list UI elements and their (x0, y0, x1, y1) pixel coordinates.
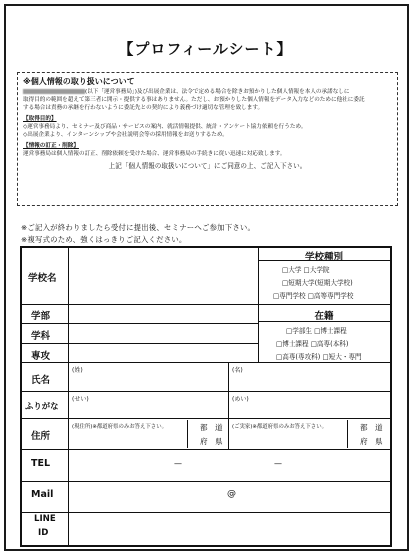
surname-kana-hint: (せい) (72, 396, 89, 403)
school-name-field[interactable] (70, 250, 256, 302)
redacted-organizer-name (23, 89, 85, 94)
enrollment-options-1[interactable]: □学部生 □博士課程 (286, 327, 347, 335)
surname-field[interactable] (70, 364, 226, 390)
school-type-options-1[interactable]: □大学 □大学院 (282, 266, 330, 274)
mail-label: Mail (31, 489, 54, 500)
tel-label: TEL (31, 458, 51, 469)
current-address-hint: (現住所)※都道府県のみお答え下さい。 (72, 424, 167, 430)
pref-ken-1: 県 (215, 437, 223, 446)
given-kana-field[interactable] (230, 393, 388, 417)
faculty-label: 学部 (31, 311, 51, 322)
page-title: 【プロフィールシート】 (118, 40, 293, 58)
line-id-label-1: LINE (34, 514, 56, 524)
enrollment-label: 在籍 (314, 311, 334, 322)
profile-form (20, 246, 392, 547)
mail-at-sign: @ (227, 489, 236, 499)
given-name-hint: (名) (232, 367, 243, 374)
current-prefecture-field[interactable] (70, 430, 186, 448)
school-type-label: 学校種別 (304, 252, 343, 263)
purpose-heading: 【取得目的】 (23, 116, 57, 122)
privacy-notice-paragraph (23, 88, 392, 112)
tel-separator-2: — (274, 459, 282, 468)
surname-kana-field[interactable] (70, 393, 226, 417)
major-label: 専攻 (31, 351, 51, 362)
major-field[interactable] (70, 345, 256, 361)
tel-field[interactable] (70, 451, 388, 479)
pref-fu-1: 府 (200, 437, 208, 446)
school-name-label: 学校名 (28, 273, 57, 284)
given-kana-hint: (めい) (232, 396, 249, 403)
instruction-submit: ※ご記入が終わりましたら受付に提出後、セミナーへご参加下さい。 (21, 223, 256, 232)
enrollment-options-3[interactable]: □高専(専攻科) □短大・専門 (276, 353, 362, 361)
mail-field[interactable] (70, 483, 388, 511)
furigana-label: ふりがな (25, 401, 59, 411)
home-address-hint: (ご実家)※都道府県のみお答え下さい。 (232, 424, 327, 430)
pref-do-2: 道 (375, 423, 383, 432)
pref-do-1: 道 (215, 423, 223, 432)
privacy-notice-title: ※個人情報の取り扱いについて (23, 77, 135, 86)
privacy-text-2: 取得目的の範囲を超えて第三者に開示・提供する事はありません。ただし、お預かりした個人情報をデータ入力などのために他社に委託 (23, 97, 365, 103)
correction-item-1: 運営事務局は個人情報の訂正、削除依頼を受けた場合、運営事務局の手続きに従い迅速に対応致します。 (23, 151, 286, 157)
department-field[interactable] (70, 325, 256, 342)
pref-ken-2: 県 (375, 437, 383, 446)
given-name-field[interactable] (230, 364, 388, 390)
school-type-options-2[interactable]: □短期大学(短期大学校) (282, 279, 353, 287)
privacy-text-1: (以下「運営事務局」)及び出展企業は、法令で定める場合を除きお預かりした個人情報を本人の承諾なしに (85, 89, 350, 95)
pref-to-1: 都 (200, 423, 208, 432)
faculty-field[interactable] (70, 306, 256, 322)
home-prefecture-field[interactable] (230, 430, 346, 448)
correction-heading: 【情報の訂正・削除】 (23, 143, 79, 149)
privacy-notice-box (17, 72, 398, 206)
line-id-label-2: ID (38, 528, 49, 538)
pref-to-2: 都 (360, 423, 368, 432)
school-type-options-3[interactable]: □専門学校 □高等専門学校 (273, 292, 354, 300)
department-label: 学科 (31, 331, 51, 342)
tel-separator-1: — (174, 459, 182, 468)
address-label: 住所 (31, 431, 51, 442)
pref-fu-2: 府 (360, 437, 368, 446)
line-id-field[interactable] (70, 514, 388, 543)
name-label: 氏名 (31, 375, 51, 386)
instruction-carbon-copy: ※複写式のため、強くはっきりご記入ください。 (21, 235, 187, 244)
surname-hint: (姓) (72, 367, 83, 374)
enrollment-options-2[interactable]: □博士課程 □高専(本科) (276, 340, 349, 348)
purpose-item-2: ◇出展企業より、インターンシップや会社説明会等の採用情報をお送りするため。 (23, 132, 228, 138)
consent-footer: 上記「個人情報の取扱いについて」にご同意の上、ご記入下さい。 (108, 162, 307, 170)
privacy-text-3: する場合は責務の承継を行わないように委託先との契約により義務づけ適切な管理を致します。 (23, 105, 264, 111)
purpose-item-1: ◇運営事務局より、セミナー及び商品・サービスの案内、就活情報提供、統計・アンケート協力依頼を行うため。 (23, 124, 307, 130)
